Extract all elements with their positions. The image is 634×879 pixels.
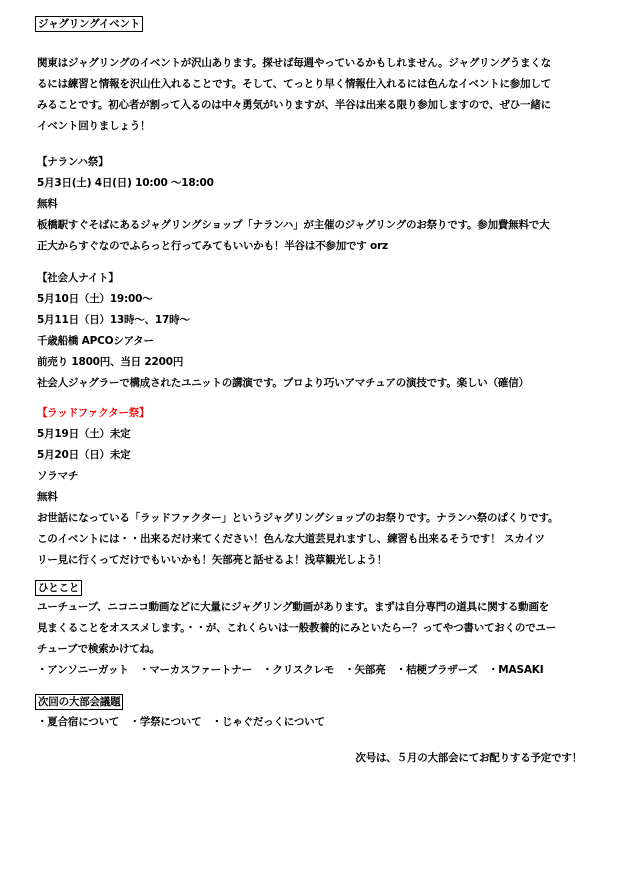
event1-date: 5月3日(土) 4日(日) 10:00 〜18:00	[37, 177, 214, 189]
event1-desc-1: 板橋駅すぐそばにあるジャグリングショップ「ナランハ」が主催のジャグリングのお祭りです。参加費無料で大	[37, 219, 550, 231]
event3-fee: 無料	[37, 491, 58, 503]
event2-venue: 千歳船橋 APCOシアター	[37, 335, 154, 347]
event3-desc-2: このイベントには・・出来るだけ来てください！色んな大道芸見れますし、練習も出来るそうです！ スカイツ	[37, 533, 545, 545]
event3-desc-1: お世話になっている「ラッドファクター」というジャグリングショップのお祭りです。ナランハ祭のぱくりです。	[37, 512, 559, 524]
event-title-naranha: 【ナランハ祭】	[37, 156, 109, 168]
event3-desc-3: リー見に行くってだけでもいいかも！矢部亮と話せるよ！浅草観光しよう！	[37, 554, 387, 566]
event1-fee: 無料	[37, 198, 58, 210]
event1-desc-2: 正大からすぐなのでふらっと行ってみてもいいかも！半谷は不参加です orz	[37, 240, 388, 252]
next-meeting-agenda: ・夏合宿について ・学祭について ・じゃぐだっくについて	[37, 716, 325, 728]
hitokoto-line-3: チューブで検索かけてね。	[37, 643, 161, 655]
intro-line-2: るには練習と情報を沢山仕入れることです。そして、てっとり早く情報仕入れるには色んなイベントに参加して	[37, 78, 551, 90]
event2-date-1: 5月10日（土）19:00〜	[37, 293, 153, 305]
intro-line-3: みることです。初心者が割って入るのは中々勇気がいりますが、半谷は出来る限り参加しますので、ぜひ一緒に	[37, 99, 551, 111]
event2-desc: 社会人ジャグラーで構成されたユニットの講演です。プロより巧いアマチュアの演技です。楽しい（確信）	[37, 377, 529, 389]
section-heading-next-meeting: 次回の大部会議題	[35, 694, 123, 710]
event2-date-2: 5月11日（日）13時〜、17時〜	[37, 314, 190, 326]
event-title-shakaijin-night: 【社会人ナイト】	[37, 272, 119, 284]
event3-venue: ソラマチ	[37, 470, 79, 482]
event2-price: 前売り 1800円、当日 2200円	[37, 356, 184, 368]
event-title-radfactor: 【ラッドファクター祭】	[37, 407, 150, 419]
event3-date-2: 5月20日（日）未定	[37, 449, 131, 461]
event3-date-1: 5月19日（土）未定	[37, 428, 131, 440]
section-heading-juggling-events: ジャグリングイベント	[35, 16, 143, 32]
recommended-performers: ・アンソニーガット ・マーカスファートナー ・クリスクレモ ・矢部亮 ・桔梗ブラザーズ ・MASAKI	[37, 664, 544, 676]
hitokoto-line-2: 見まくることをオススメします。・・が、これくらいは一般教養的にみといたらー？ってやつ書いておくのでユー	[37, 622, 557, 634]
hitokoto-line-1: ユーチューブ、ニコニコ動画などに大量にジャグリング動画があります。まずは自分専門の道具に関する動画を	[37, 601, 550, 613]
closing-note: 次号は、５月の大部会にてお配りする予定です！	[355, 752, 582, 764]
intro-line-1: 関東はジャグリングのイベントが沢山あります。探せば毎週やっているかもしれません。ジャグリングうまくな	[37, 57, 551, 69]
intro-line-4: イベント回りましょう！	[37, 120, 151, 132]
section-heading-hitokoto: ひとこと	[35, 580, 82, 596]
